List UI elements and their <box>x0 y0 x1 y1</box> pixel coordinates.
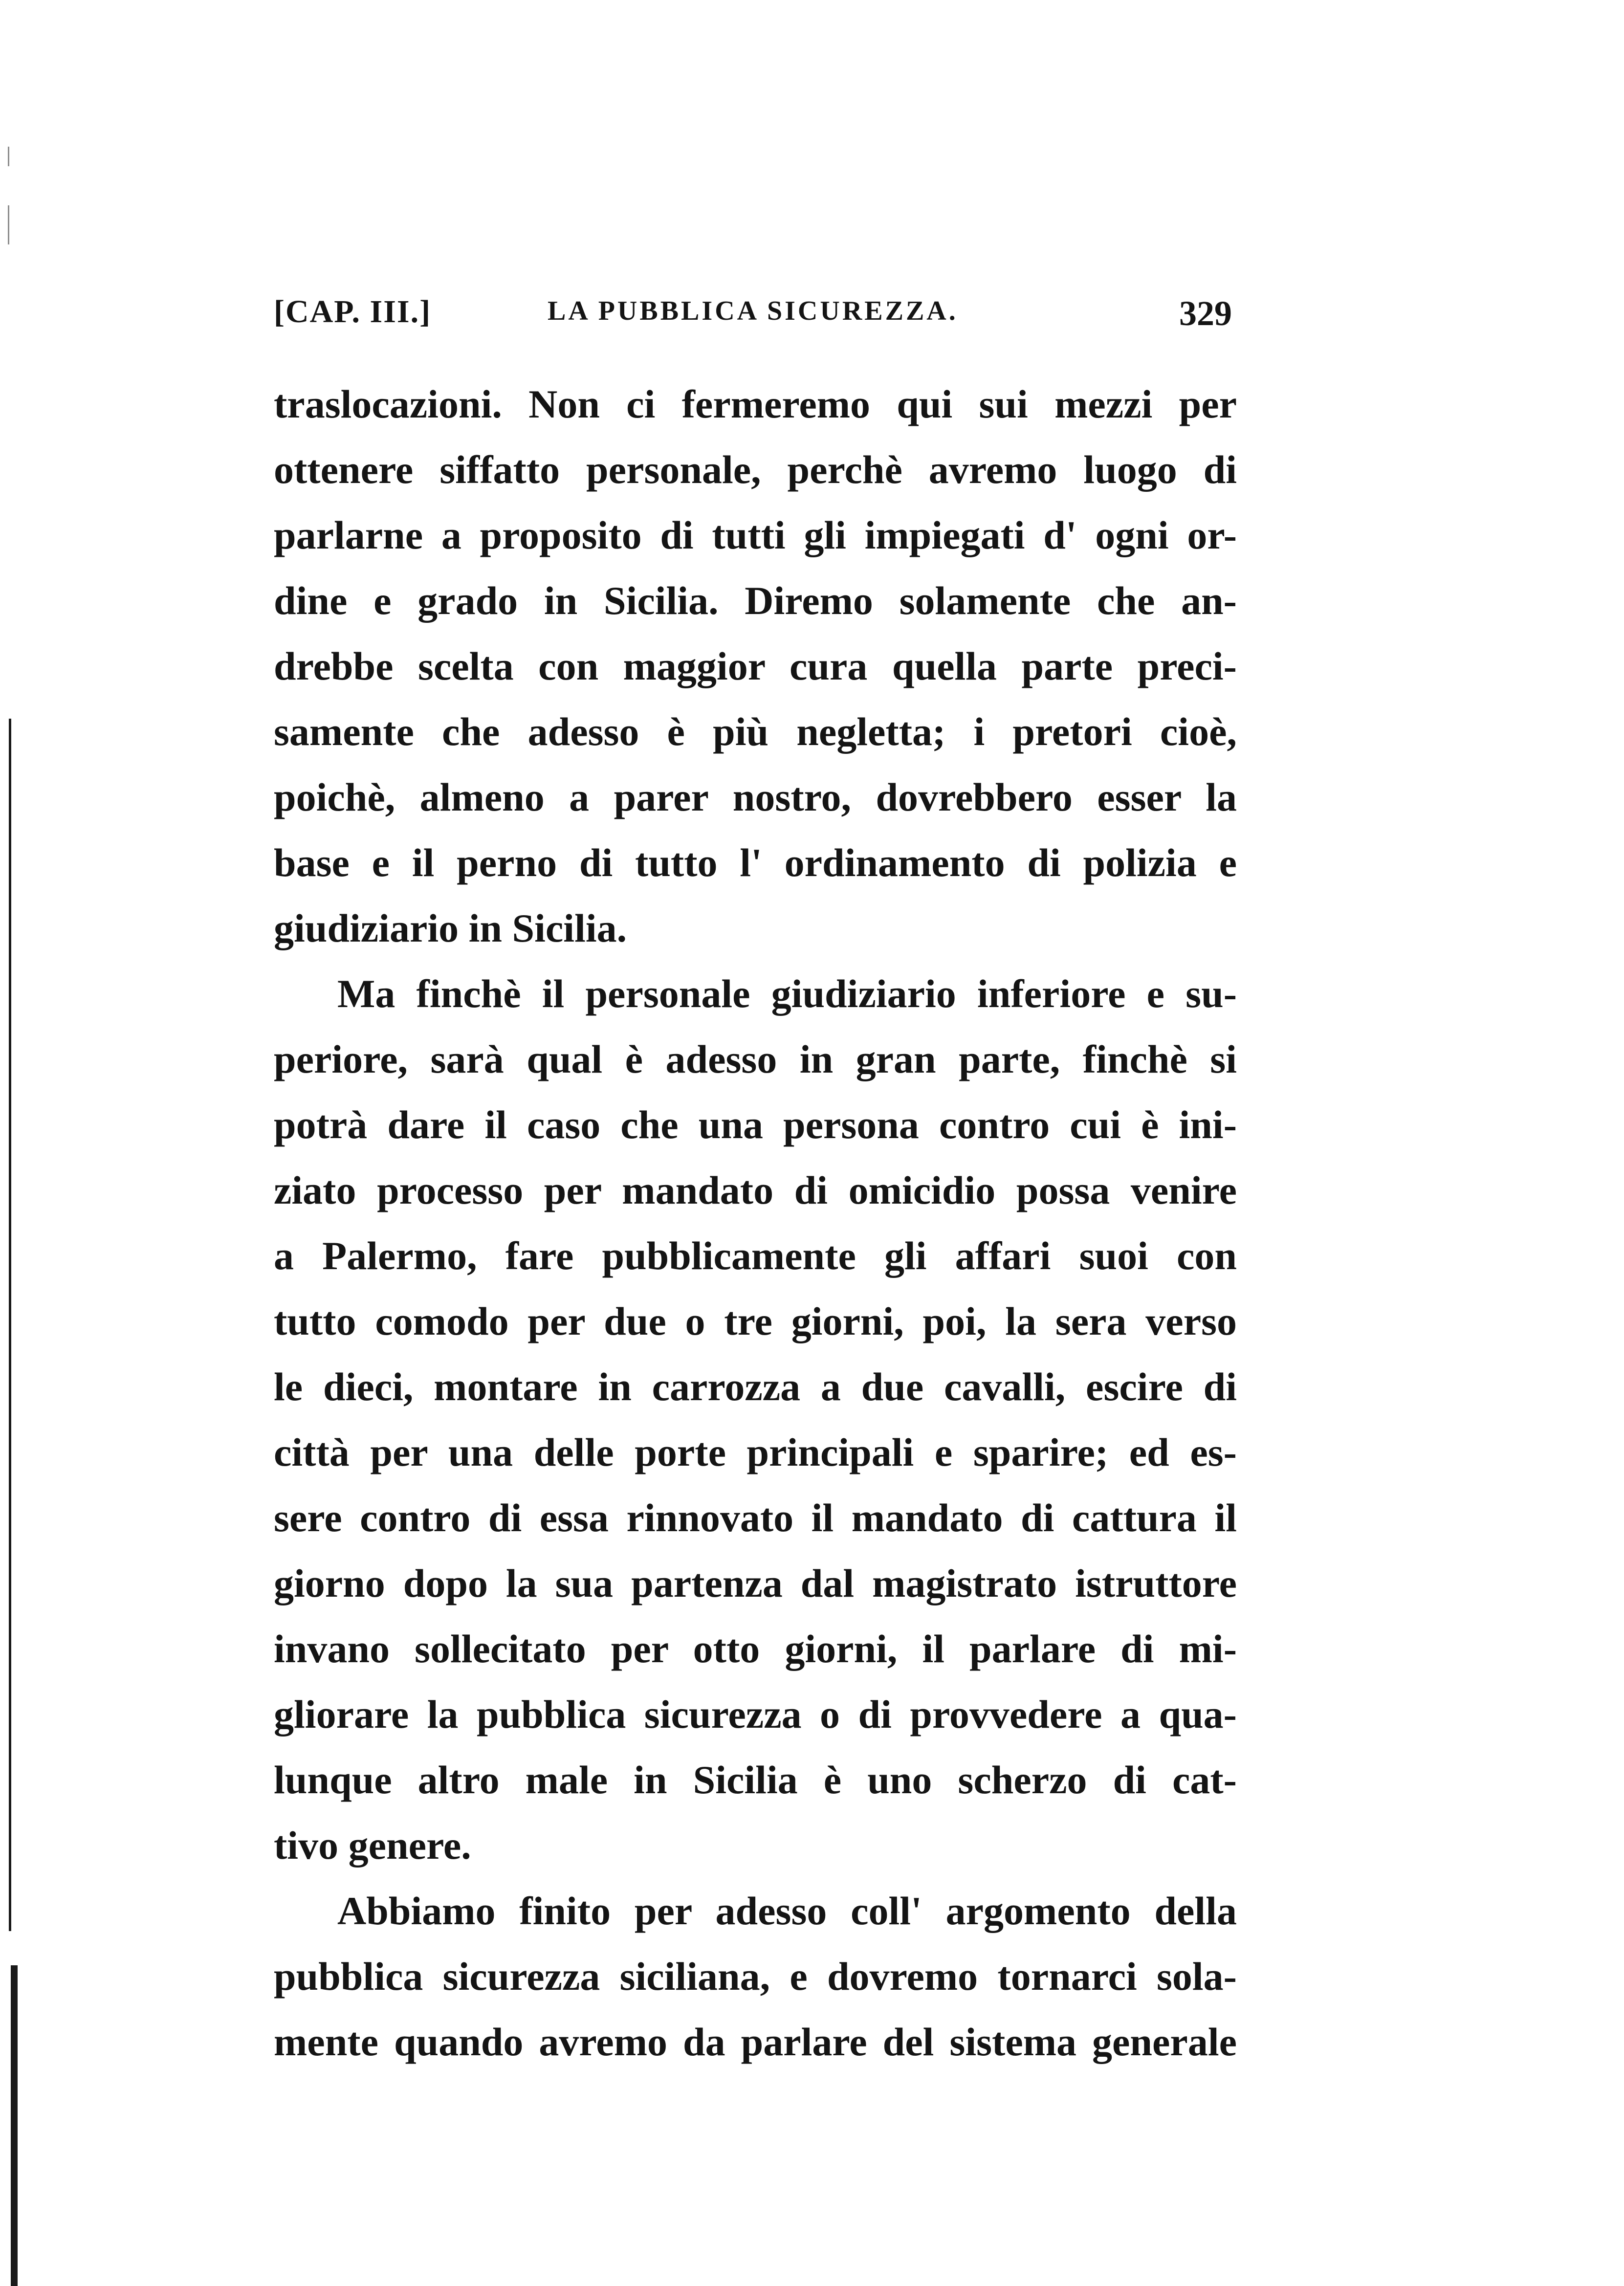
text-line: le dieci, montare in carrozza a due cavalli, escire di <box>274 1364 1237 1409</box>
text-line: tivo genere. <box>274 1823 471 1868</box>
text-line: samente che adesso è più negletta; i pretori cioè, <box>274 709 1237 754</box>
scan-edge-shadow <box>11 1965 18 2286</box>
text-line: a Palermo, fare pubblicamente gli affari suoi con <box>274 1233 1237 1278</box>
text-line: lunque altro male in Sicilia è uno scherzo di cat- <box>274 1758 1237 1802</box>
body-text <box>274 372 1237 2075</box>
text-line: ziato processo per mandato di omicidio possa venire <box>274 1168 1237 1212</box>
text-line: dine e grado in Sicilia. Diremo solamente che an- <box>274 578 1237 623</box>
text-line: ottenere siffatto personale, perchè avremo luogo di <box>274 447 1237 492</box>
text-line: gliorare la pubblica sicurezza o di provvedere a qua- <box>274 1692 1237 1736</box>
text-line: drebbe scelta con maggior cura quella parte preci- <box>274 644 1237 688</box>
text-line: tutto comodo per due o tre giorni, poi, la sera verso <box>274 1299 1237 1343</box>
text-line: potrà dare il caso che una persona contro cui è ini- <box>274 1102 1237 1147</box>
text-line: poichè, almeno a parer nostro, dovrebbero esser la <box>274 775 1237 819</box>
paragraph-first-line: Abbiamo finito per adesso coll' argomento della <box>337 1889 1237 1933</box>
text-line: base e il perno di tutto l' ordinamento di polizia e <box>274 840 1237 885</box>
text-line: sere contro di essa rinnovato il mandato di cattura il <box>274 1495 1237 1540</box>
text-line: invano sollecitato per otto giorni, il parlare di mi- <box>274 1627 1237 1671</box>
text-line: giudiziario in Sicilia. <box>274 906 627 950</box>
scan-edge-line <box>9 719 11 1931</box>
scan-edge-mark <box>8 205 9 244</box>
text-line: periore, sarà qual è adesso in gran parte, finchè si <box>274 1037 1237 1081</box>
text-line: giorno dopo la sua partenza dal magistrato istruttore <box>274 1561 1237 1605</box>
paragraph-first-line: Ma finchè il personale giudiziario inferiore e su- <box>337 971 1237 1016</box>
running-head <box>274 293 1232 337</box>
scan-edge-mark <box>8 147 9 166</box>
text-line: parlarne a proposito di tutti gli impiegati d' ogni or- <box>274 513 1237 557</box>
text-line: mente quando avremo da parlare del sistema generale <box>274 2020 1237 2064</box>
page-number: 329 <box>1179 294 1232 333</box>
text-line: città per una delle porte principali e sparire; ed es- <box>274 1430 1237 1474</box>
text-line: pubblica sicurezza siciliana, e dovremo tornarci sola- <box>274 1954 1237 1999</box>
text-line: traslocazioni. Non ci fermeremo qui sui mezzi per <box>274 382 1237 426</box>
chapter-label: [CAP. III.] <box>274 294 432 330</box>
running-title: LA PUBBLICA SICUREZZA. <box>548 296 958 326</box>
